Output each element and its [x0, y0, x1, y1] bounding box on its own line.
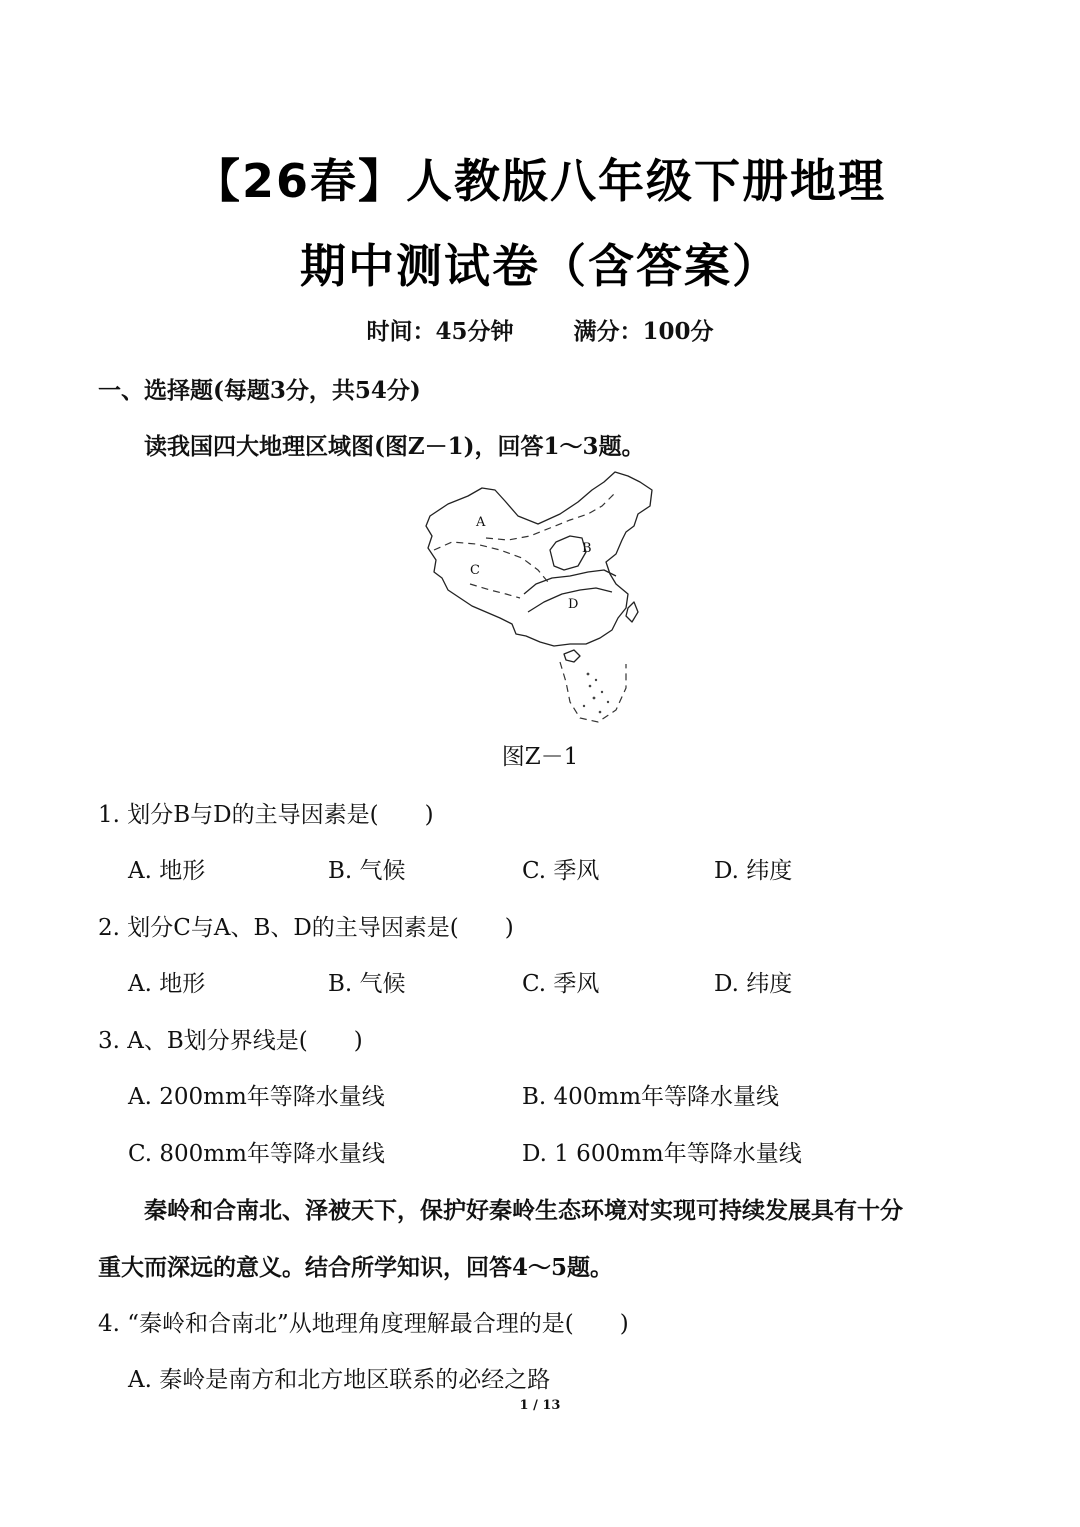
boundary-cd: [470, 584, 520, 598]
question-1-option-b: B. 气候: [328, 858, 406, 884]
question-3-stem: 3. A、B划分界线是( ): [98, 1028, 363, 1054]
map-label-c: C: [470, 563, 480, 578]
china-outline: [426, 472, 652, 646]
question-3-option-b: B. 400mm年等降水量线: [522, 1084, 780, 1110]
question-2-option-c: C. 季风: [522, 971, 600, 997]
north-region-border: [550, 536, 586, 570]
question-3-option-d: D. 1 600mm年等降水量线: [522, 1141, 802, 1167]
question-4-stem: 4. “秦岭和合南北”从地理角度理解最合理的是( ): [98, 1311, 629, 1337]
question-2-stem: 2. 划分C与A、B、D的主导因素是( ): [98, 915, 514, 941]
exam-meta: [0, 313, 1080, 346]
map-label-a: A: [476, 515, 486, 530]
qinling-border: [524, 570, 616, 594]
question-1-option-c: C. 季风: [522, 858, 600, 884]
question-1-option-d: D. 纬度: [714, 858, 793, 884]
question-4-option-a: A. 秦岭是南方和北方地区联系的必经之路: [128, 1367, 551, 1393]
passage-line2: 重大而深远的意义。结合所学知识，回答4～5题。: [98, 1254, 614, 1281]
exam-time: 时间：45分钟: [366, 318, 514, 345]
taiwan-island: [626, 602, 638, 622]
exam-full-score: 满分：100分: [573, 318, 714, 345]
question-3-option-c: C. 800mm年等降水量线: [128, 1141, 385, 1167]
section-heading: 一、选择题(每题3分，共54分): [98, 377, 421, 404]
question-2-option-a: A. 地形: [128, 971, 206, 997]
nine-dash-line: [560, 662, 626, 722]
question-1-stem: 1. 划分B与D的主导因素是( ): [98, 802, 434, 828]
page-number: 1 / 13: [519, 1398, 561, 1413]
map-question-intro: 读我国四大地理区域图(图Z－1)，回答1～3题。: [144, 433, 645, 460]
map-label-b: B: [582, 541, 592, 556]
question-1-option-a: A. 地形: [128, 858, 206, 884]
question-2-option-d: D. 纬度: [714, 971, 793, 997]
question-2-option-b: B. 气候: [328, 971, 406, 997]
map-label-d: D: [568, 597, 579, 612]
document-title-line1: 【26春】人教版八年级下册地理: [193, 154, 886, 208]
figure-caption: 图Z－1: [501, 744, 579, 770]
question-3-option-a: A. 200mm年等降水量线: [128, 1084, 385, 1110]
boundary-ac: [434, 542, 548, 582]
passage-line1: 秦岭和合南北、泽被天下，保护好秦岭生态环境对实现可持续发展具有十分: [144, 1197, 903, 1224]
document-title-line2: 期中测试卷（含答案）: [300, 239, 780, 293]
hainan-island: [564, 650, 580, 662]
china-regions-map: [420, 466, 660, 728]
